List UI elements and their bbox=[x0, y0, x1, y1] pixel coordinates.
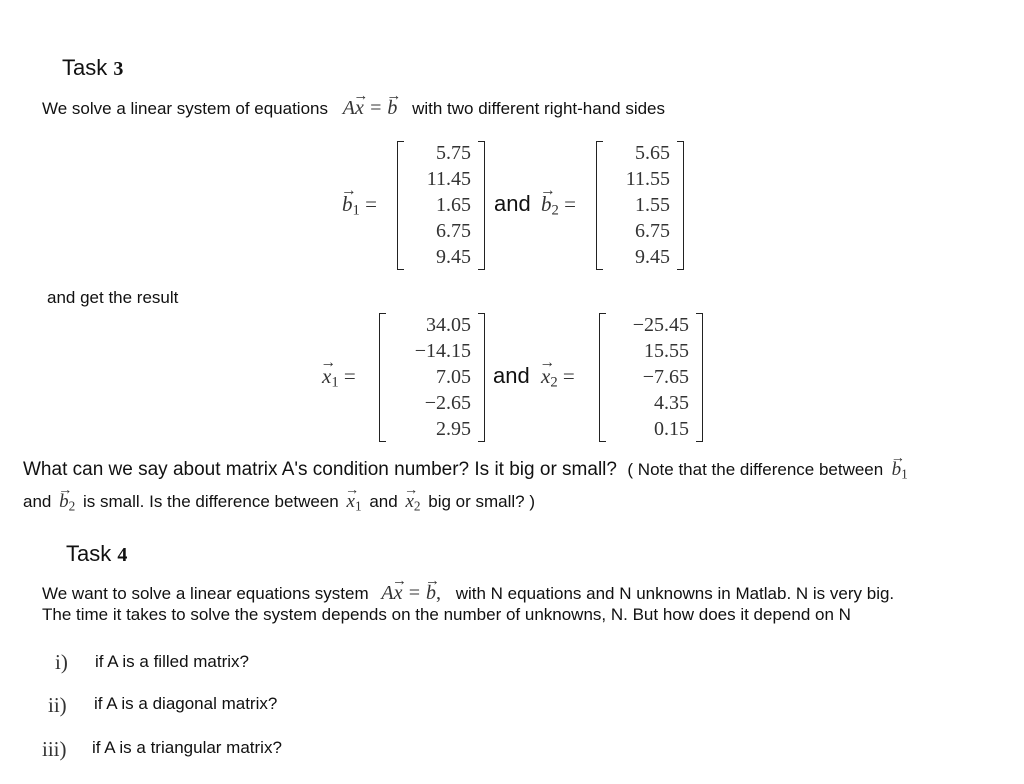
x1-value: 7.05 bbox=[436, 366, 471, 388]
item-ii-text: if A is a diagonal matrix? bbox=[94, 694, 278, 713]
b2-label: → $b_2$ = bbox=[541, 192, 576, 220]
x2-value: 0.15 bbox=[654, 418, 689, 440]
equation-ax-b-task4: A→ x = → b, bbox=[381, 582, 441, 604]
and-label-x: and bbox=[493, 363, 530, 388]
question-line-1 bbox=[23, 459, 908, 482]
item-iii-number: iii) bbox=[42, 737, 67, 761]
task4-heading bbox=[66, 541, 127, 567]
x1-label: → $x_1$ = bbox=[322, 364, 356, 392]
b1-value: 6.75 bbox=[436, 220, 471, 242]
task3-heading-word: Task bbox=[62, 55, 108, 80]
equation-ax-b: A→ x = → b bbox=[343, 97, 398, 119]
x2-label: → $x_2$ = bbox=[541, 364, 575, 392]
x2-value: −25.45 bbox=[632, 314, 689, 336]
task3-heading bbox=[62, 55, 123, 81]
task3-intro-after: with two different right-hand sides bbox=[412, 99, 666, 118]
b1-matrix bbox=[397, 141, 485, 270]
question-note-b: and bbox=[23, 492, 52, 511]
b1-value: 1.65 bbox=[436, 194, 471, 216]
b1-value: 11.45 bbox=[426, 168, 471, 190]
x2-value: 15.55 bbox=[644, 340, 689, 362]
task4-line-2: The time it takes to solve the system depends on the number of unknowns, N. But how does it depend on N bbox=[42, 605, 851, 624]
x1-value: −14.15 bbox=[414, 340, 471, 362]
item-i-text: if A is a filled matrix? bbox=[95, 652, 250, 671]
task3-intro bbox=[42, 97, 665, 120]
x1-value: −2.65 bbox=[424, 392, 471, 414]
b2-matrix bbox=[596, 141, 684, 270]
question-note-c: is small. Is the difference between bbox=[83, 492, 339, 511]
x2-inline: → $x_2$ bbox=[405, 491, 420, 512]
and-label-b: and bbox=[494, 191, 531, 216]
task4-heading-word: Task bbox=[66, 541, 112, 566]
task4-line1-before: We want to solve a linear equations system bbox=[42, 584, 369, 603]
question-main: What can we say about matrix A's condition number? Is it big or small? bbox=[23, 459, 617, 480]
b2-value: 9.45 bbox=[635, 246, 670, 268]
item-iii-text: if A is a triangular matrix? bbox=[92, 738, 282, 757]
item-i-number: i) bbox=[55, 650, 68, 674]
question-note-a: ( Note that the difference between bbox=[627, 460, 884, 479]
task3-heading-number: 3 bbox=[113, 58, 124, 80]
b2-value: 11.55 bbox=[625, 168, 670, 190]
task4-line1-after: with N equations and N unknowns in Matlab. N is very big. bbox=[455, 584, 895, 603]
x2-matrix bbox=[599, 313, 703, 442]
x1-value: 34.05 bbox=[426, 314, 471, 336]
b2-inline: → $b_2$ bbox=[59, 491, 75, 512]
question-note-e: big or small? ) bbox=[428, 492, 536, 511]
b2-value: 5.65 bbox=[635, 142, 670, 164]
b2-value: 1.55 bbox=[635, 194, 670, 216]
x1-matrix bbox=[379, 313, 485, 442]
task4-heading-number: 4 bbox=[117, 544, 128, 566]
x2-value: −7.65 bbox=[642, 366, 689, 388]
result-text: and get the result bbox=[47, 288, 179, 307]
b1-label: → $b_1$ = bbox=[342, 192, 377, 220]
x1-inline: → $x_1$ bbox=[347, 491, 362, 512]
b1-value: 9.45 bbox=[436, 246, 471, 268]
task4-line-1 bbox=[42, 582, 894, 605]
x2-value: 4.35 bbox=[654, 392, 689, 414]
item-ii-number: ii) bbox=[48, 693, 67, 717]
x1-value: 2.95 bbox=[436, 418, 471, 440]
question-line-2 bbox=[23, 491, 535, 514]
b2-value: 6.75 bbox=[635, 220, 670, 242]
b1-value: 5.75 bbox=[436, 142, 471, 164]
task3-intro-before: We solve a linear system of equations bbox=[42, 99, 328, 118]
b1-inline: → $b_1$ bbox=[892, 459, 908, 480]
question-note-d: and bbox=[369, 492, 398, 511]
